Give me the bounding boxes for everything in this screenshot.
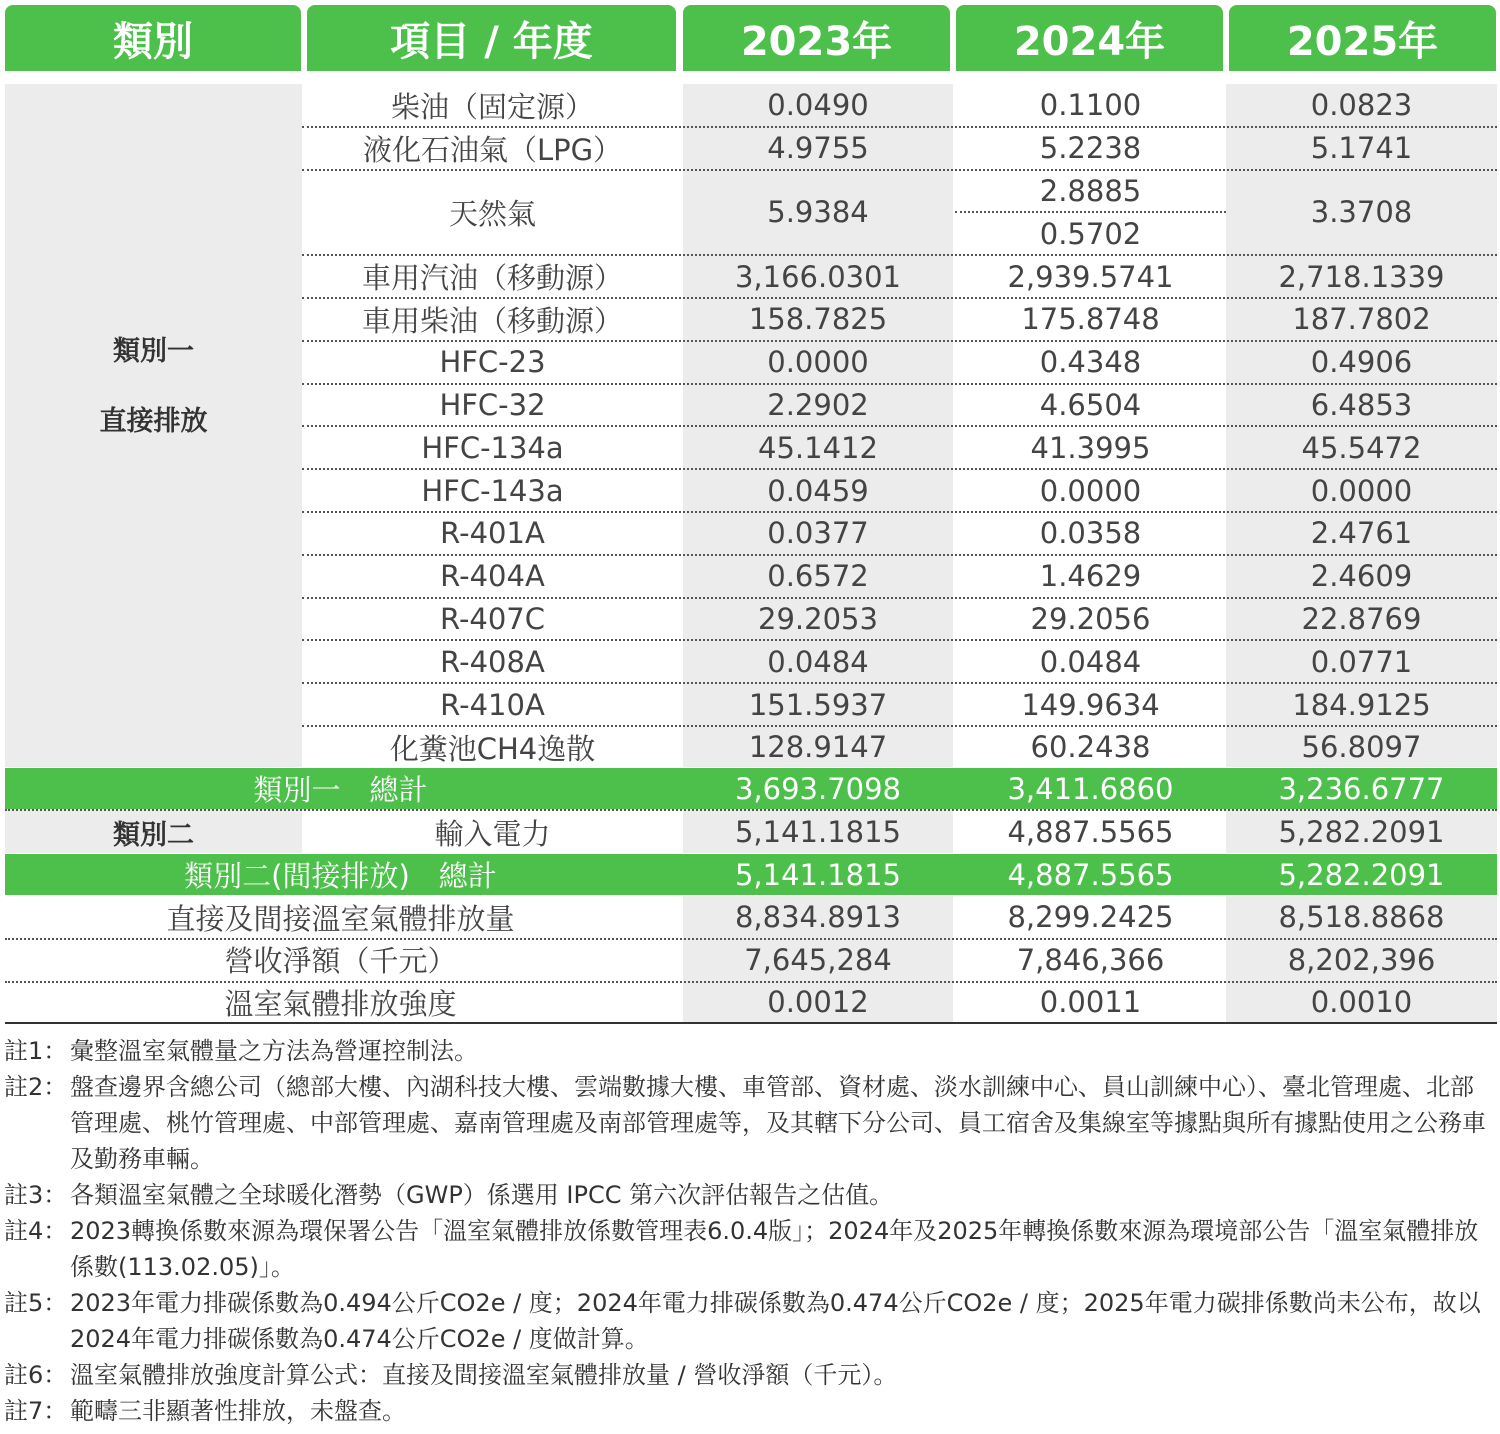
header-category: 類別 xyxy=(5,5,301,71)
footnote-text: 2023轉換係數來源為環保署公告「溫室氣體排放係數管理表6.0.4版」；2024年及2025年轉換係數來源為環境部公告「溫室氣體排放係數(113.02.05)」。 xyxy=(70,1217,1479,1281)
dotted-rule xyxy=(302,554,1497,556)
summary-value-2024: 8,299.2425 xyxy=(1007,900,1174,934)
scope2-total-2025: 5,282.2091 xyxy=(1278,857,1445,892)
row-value-2024: 1.4629 xyxy=(1039,559,1142,594)
footnote-text: 範疇三非顯著性排放，未盤查。 xyxy=(70,1397,406,1425)
footnote-text: 2023年電力排碳係數為0.494公斤CO2e / 度；2024年電力排碳係數為0.474公斤CO2e / 度；2025年電力碳排係數尚未公布，故以 2024年電力排碳係數為0.474公斤CO2e / 度做計算。 xyxy=(70,1289,1481,1353)
row-item: 柴油（固定源） xyxy=(390,89,594,124)
summary-value-2023: 8,834.8913 xyxy=(734,900,902,934)
row-item: 車用柴油（移動源） xyxy=(361,303,623,338)
row-value-2023: 151.5937 xyxy=(748,687,888,722)
row-value-2023: 158.7825 xyxy=(748,302,888,337)
row-value-2023: 0.6572 xyxy=(767,559,869,594)
summary-value-2024: 7,846,366 xyxy=(1016,942,1165,977)
footnote xyxy=(4,1033,1494,1069)
dotted-rule xyxy=(302,597,1497,599)
row-value-2025: 0.0771 xyxy=(1310,644,1413,679)
footnote xyxy=(4,1393,1494,1429)
dotted-rule xyxy=(302,383,1497,385)
footnote-label: 註2： xyxy=(4,1073,68,1101)
dotted-rule xyxy=(302,425,1497,427)
row-value-2025: 2.4609 xyxy=(1310,559,1413,594)
row-item: HFC-32 xyxy=(439,387,546,422)
row-value-2024: 0.0358 xyxy=(1039,516,1142,551)
footnote xyxy=(4,1213,1494,1285)
row-value-2024: 41.3995 xyxy=(1030,430,1151,465)
footnote xyxy=(4,1069,1494,1177)
row-value-2025: 56.8097 xyxy=(1301,730,1422,765)
row-value-2025: 187.7802 xyxy=(1292,302,1431,337)
row-value-2023: 3,166.0301 xyxy=(734,259,902,294)
dotted-rule xyxy=(302,126,1497,128)
row-value-2024-b: 0.5702 xyxy=(1039,216,1142,251)
row-value-2024: 60.2438 xyxy=(1030,730,1151,765)
row-value-2025: 0.4906 xyxy=(1310,345,1413,380)
footnote-text: 溫室氣體排放強度計算公式：直接及間接溫室氣體排放量 / 營收淨額（千元）。 xyxy=(70,1361,898,1389)
scope2-2023: 5,141.1815 xyxy=(734,815,902,849)
row-value-2025: 2.4761 xyxy=(1310,516,1413,551)
header-2025: 2025年 xyxy=(1229,5,1496,71)
summary-label: 溫室氣體排放強度 xyxy=(224,986,457,1021)
scope1-total-2023: 3,693.7098 xyxy=(734,771,902,806)
dotted-rule xyxy=(302,254,1497,256)
row-item: 車用汽油（移動源） xyxy=(361,261,623,296)
row-item: HFC-143a xyxy=(421,473,564,508)
summary-value-2025: 0.0010 xyxy=(1310,985,1413,1019)
row-value-2023: 0.0459 xyxy=(767,473,869,508)
scope2-label: 類別二 xyxy=(113,819,194,851)
dotted-rule xyxy=(302,682,1497,684)
row-value-2023: 0.0377 xyxy=(767,516,869,551)
row-item: 天然氣 xyxy=(448,196,536,231)
summary-label: 直接及間接溫室氣體排放量 xyxy=(166,901,515,936)
summary-value-2024: 0.0011 xyxy=(1039,985,1142,1019)
row-value-2024: 29.2056 xyxy=(1030,601,1151,636)
footnote-label: 註6： xyxy=(4,1361,68,1389)
row-value-2025: 3.3708 xyxy=(1310,195,1413,230)
row-value-2024: 5.2238 xyxy=(1039,131,1142,166)
row-value-2023: 4.9755 xyxy=(767,131,869,166)
row-value-2025: 2,718.1339 xyxy=(1278,259,1445,294)
solid-rule xyxy=(5,1022,1497,1024)
dotted-rule xyxy=(302,639,1497,641)
row-value-2025: 22.8769 xyxy=(1301,601,1422,636)
dotted-rule xyxy=(302,468,1497,470)
dotted-rule xyxy=(302,511,1497,513)
header-2023: 2023年 xyxy=(683,5,950,71)
row-value-2024: 2,939.5741 xyxy=(1007,259,1174,294)
scope2-total-2024: 4,887.5565 xyxy=(1007,857,1174,892)
row-item: R-407C xyxy=(439,601,546,636)
row-value-2024: 0.0484 xyxy=(1039,644,1142,679)
row-value-2023: 45.1412 xyxy=(758,430,878,465)
summary-value-2025: 8,518.8868 xyxy=(1278,900,1445,934)
footnote xyxy=(4,1177,1494,1213)
row-value-2025: 184.9125 xyxy=(1292,687,1431,722)
row-value-2025: 5.1741 xyxy=(1310,131,1413,166)
row-value-2024-a: 2.8885 xyxy=(1039,173,1142,208)
summary-value-2023: 7,645,284 xyxy=(744,942,892,977)
summary-value-2025: 8,202,396 xyxy=(1287,942,1436,977)
row-item: HFC-23 xyxy=(439,345,546,380)
row-value-2025: 6.4853 xyxy=(1310,387,1413,422)
summary-label: 營收淨額（千元） xyxy=(224,944,457,978)
row-value-2025: 45.5472 xyxy=(1301,430,1422,465)
summary-value-2023: 0.0012 xyxy=(767,985,869,1019)
scope1-total-label: 類別一 總計 xyxy=(253,773,428,807)
header-2024: 2024年 xyxy=(956,5,1223,71)
row-value-2024: 0.1100 xyxy=(1039,88,1142,123)
scope2-item: 輸入電力 xyxy=(434,816,551,851)
footnote xyxy=(4,1357,1494,1393)
row-value-2024: 0.0000 xyxy=(1039,473,1142,508)
row-item: R-401A xyxy=(440,516,545,551)
dotted-rule xyxy=(302,169,1497,171)
footnote-label: 註7： xyxy=(4,1397,68,1425)
row-value-2025: 0.0000 xyxy=(1310,473,1413,508)
row-value-2023: 0.0490 xyxy=(767,88,869,123)
footnote-label: 註4： xyxy=(4,1217,68,1245)
row-item: HFC-134a xyxy=(421,430,564,465)
scope1-total-2025: 3,236.6777 xyxy=(1278,771,1445,806)
footnote xyxy=(4,1285,1494,1357)
scope2-total-label: 類別二(間接排放) 總計 xyxy=(184,859,497,893)
dotted-rule xyxy=(302,340,1497,342)
dotted-rule xyxy=(5,809,1497,811)
row-value-2023: 0.0000 xyxy=(767,345,869,380)
dotted-rule xyxy=(955,211,1226,213)
scope1-total-2024: 3,411.6860 xyxy=(1007,771,1174,806)
row-item: 液化石油氣（LPG） xyxy=(362,132,623,167)
row-value-2023: 29.2053 xyxy=(758,601,878,636)
row-value-2023: 5.9384 xyxy=(767,195,869,230)
footnote-label: 註5： xyxy=(4,1289,68,1317)
row-item: R-410A xyxy=(440,687,545,722)
row-value-2024: 149.9634 xyxy=(1021,687,1160,722)
scope2-2025: 5,282.2091 xyxy=(1278,815,1445,849)
row-value-2024: 175.8748 xyxy=(1021,302,1160,337)
row-value-2024: 0.4348 xyxy=(1039,345,1142,380)
row-value-2024: 4.6504 xyxy=(1039,387,1142,422)
row-value-2023: 128.9147 xyxy=(748,730,888,765)
row-value-2023: 0.0484 xyxy=(767,644,869,679)
dotted-rule xyxy=(5,938,1497,940)
scope2-total-2023: 5,141.1815 xyxy=(734,857,902,892)
row-value-2023: 2.2902 xyxy=(767,387,869,422)
scope2-2024: 4,887.5565 xyxy=(1007,815,1174,849)
footnote-text: 盤查邊界含總公司（總部大樓、內湖科技大樓、雲端數據大樓、車管部、資材處、淡水訓練中心、員山訓練中心）、臺北管理處、北部管理處、桃竹管理處、中部管理處、嘉南管理處及南部管理處等，及其轄下分公司、員工宿舍及集線室等據點與所有據點使用之公務車及勤務車輛。 xyxy=(70,1073,1486,1173)
scope1-label-line1: 類別一 xyxy=(113,335,194,367)
header-item: 項目 / 年度 xyxy=(307,5,676,71)
footnote-text: 各類溫室氣體之全球暖化潛勢（GWP）係選用 IPCC 第六次評估報告之估值。 xyxy=(70,1181,894,1209)
footnote-text: 彙整溫室氣體量之方法為營運控制法。 xyxy=(70,1037,478,1065)
row-item: 化糞池CH4逸散 xyxy=(389,731,596,766)
footnote-label: 註3： xyxy=(4,1181,68,1209)
dotted-rule xyxy=(5,981,1497,983)
dotted-rule xyxy=(302,725,1497,727)
row-value-2025: 0.0823 xyxy=(1310,88,1413,123)
scope1-label-line2: 直接排放 xyxy=(99,405,208,437)
dotted-rule xyxy=(302,297,1497,299)
footnote-label: 註1： xyxy=(4,1037,68,1065)
row-item: R-404A xyxy=(440,559,545,594)
row-item: R-408A xyxy=(440,644,545,679)
